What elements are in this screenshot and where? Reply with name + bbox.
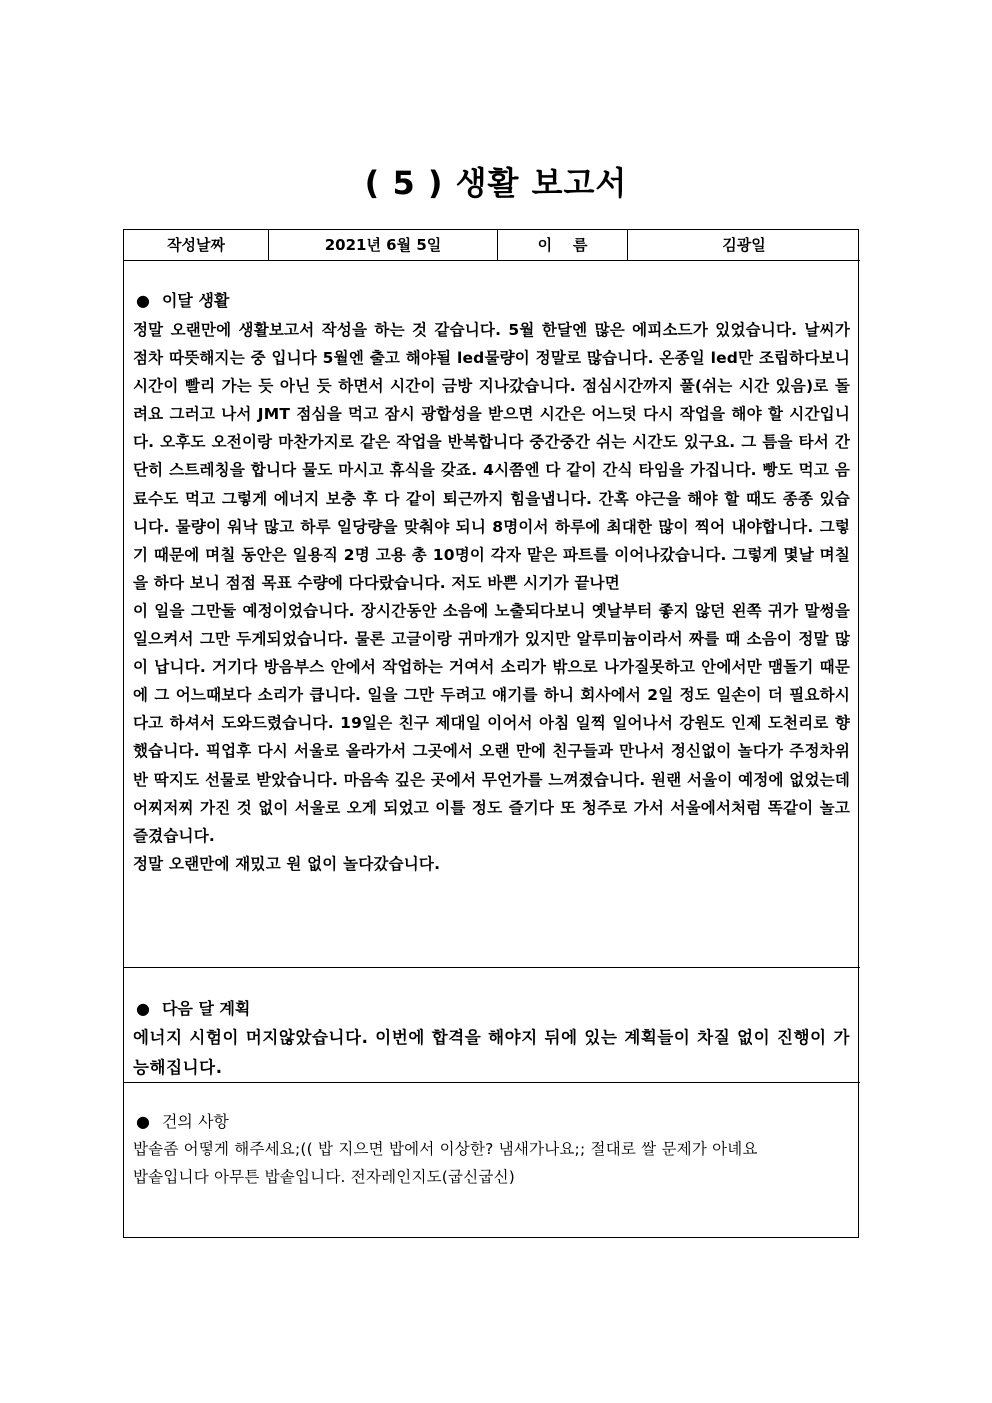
- header-row: [124, 230, 860, 261]
- this-month-paragraph: 이 일을 그만둘 예정이었습니다. 장시간동안 소음에 노출되다보니 옛날부터 좋지 않던 왼쪽 귀가 말썽을 일으켜서 그만 두게되었습니다. 물론 고글이랑 귀마개가 있지만 알루미늄이라서 짜를 때 소음이 정말 많이 납니다. 거기다 방음부스 안에서 작업하는 거여서 소리가 밖으로 나가질못하고 안에서만 맴돌기 때문에 그 어느때보다 소리가 큽니다. 일을 그만 두려고 얘기를 하니 회사에서 2일 정도 일손이 더 필요하시다고 하셔서 도와드렸습니다. 19일은 친구 제대일 이어서 아침 일찍 일어나서 강원도 인제 도천리로 향했습니다. 픽업후 다시 서울로 올라가서 그곳에서 오랜 만에 친구들과 만나서 정신없이 놀다가 주정차위반 딱지도 선물로 받았습니다. 마음속 깊은 곳에서 무언가를 느껴졌습니다. 원랜 서울이 예정에 없었는데 어찌저찌 가진 것 없이 서울로 오게 되었고 이틀 정도 즐기다 또 청주로 가서 서울에서처럼 똑같이 놀고 즐겼습니다.: [133, 601, 850, 845]
- next-month-heading-text: 다음 달 계획: [161, 999, 251, 1018]
- suggestions-heading: [136, 1109, 229, 1132]
- this-month-body: [133, 316, 850, 878]
- suggestions-section: [124, 1083, 860, 1238]
- next-month-section: [124, 968, 860, 1082]
- next-month-body: 에너지 시험이 머지않았습니다. 이번에 합격을 해야지 뒤에 있는 계획들이 차질 없이 진행이 가능해집니다.: [133, 1028, 850, 1077]
- suggestions-body: [133, 1135, 850, 1191]
- bullet-icon: ●: [136, 1112, 150, 1131]
- this-month-heading-text: 이달 생활: [161, 291, 230, 310]
- date-label: 작성날짜: [167, 236, 225, 254]
- suggestion-line: 밥솥입니다 아무튼 밥솥입니다. 전자레인지도(굽신굽신): [133, 1168, 515, 1186]
- name-value: 김광일: [722, 236, 766, 254]
- next-month-heading: [136, 996, 250, 1019]
- bullet-icon: ●: [136, 999, 150, 1018]
- name-label: 이 름: [537, 236, 588, 254]
- this-month-paragraph: 정말 오랜만에 생활보고서 작성을 하는 것 같습니다. 5월 한달엔 많은 에피소드가 있었습니다. 날씨가 점차 따뜻해지는 중 입니다 5월엔 출고 해야될 led물량이 정말로 많습니다. 온종일 led만 조립하다보니 시간이 빨리 가는 듯 아닌 듯 하면서 시간이 금방 지나갔습니다. 점심시간까지 풀(쉬는 시간 있음)로 돌려요 그러고 나서 JMT 점심을 먹고 잠시 광합성을 받으면 시간은 어느덧 다시 작업을 해야 할 시간입니다. 오후도 오전이랑 마찬가지로 같은 작업을 반복합니다 중간중간 쉬는 시간도 있구요. 그 틈을 타서 간단히 스트레칭을 합니다 물도 마시고 휴식을 갖죠. 4시쯤엔 다 같이 간식 타임을 가집니다. 빵도 먹고 음료수도 먹고 그렇게 에너지 보충 후 다 같이 퇴근까지 힘을냅니다. 간혹 야근을 해야 할 때도 종종 있습니다. 물량이 워낙 많고 하루 일당량을 맞춰야 되니 8명이서 하루에 최대한 많이 찍어 내야합니다. 그렇기 때문에 며칠 동안은 일용직 2명 고용 총 10명이 각자 맡은 파트를 이어나갔습니다. 그렇게 몇날 며칠을 하다 보니 점점 목표 수량에 다다랐습니다. 저도 바쁜 시기가 끝나면: [133, 321, 850, 592]
- date-value: 2021년 6월 5일: [324, 236, 442, 254]
- this-month-paragraph: 정말 오랜만에 재밌고 원 없이 놀다갔습니다.: [133, 854, 441, 873]
- suggestion-line: 밥솥좀 어떻게 해주세요;(( 밥 지으면 밥에서 이상한? 냄새가나요;; 절대로 쌀 문제가 아녜요: [133, 1140, 758, 1158]
- report-table: [123, 229, 859, 1238]
- report-title: ( 5 ) 생활 보고서: [364, 164, 628, 202]
- suggestions-heading-text: 건의 사항: [161, 1112, 229, 1131]
- this-month-section: [124, 261, 860, 967]
- bullet-icon: ●: [136, 291, 150, 310]
- this-month-heading: [136, 288, 229, 311]
